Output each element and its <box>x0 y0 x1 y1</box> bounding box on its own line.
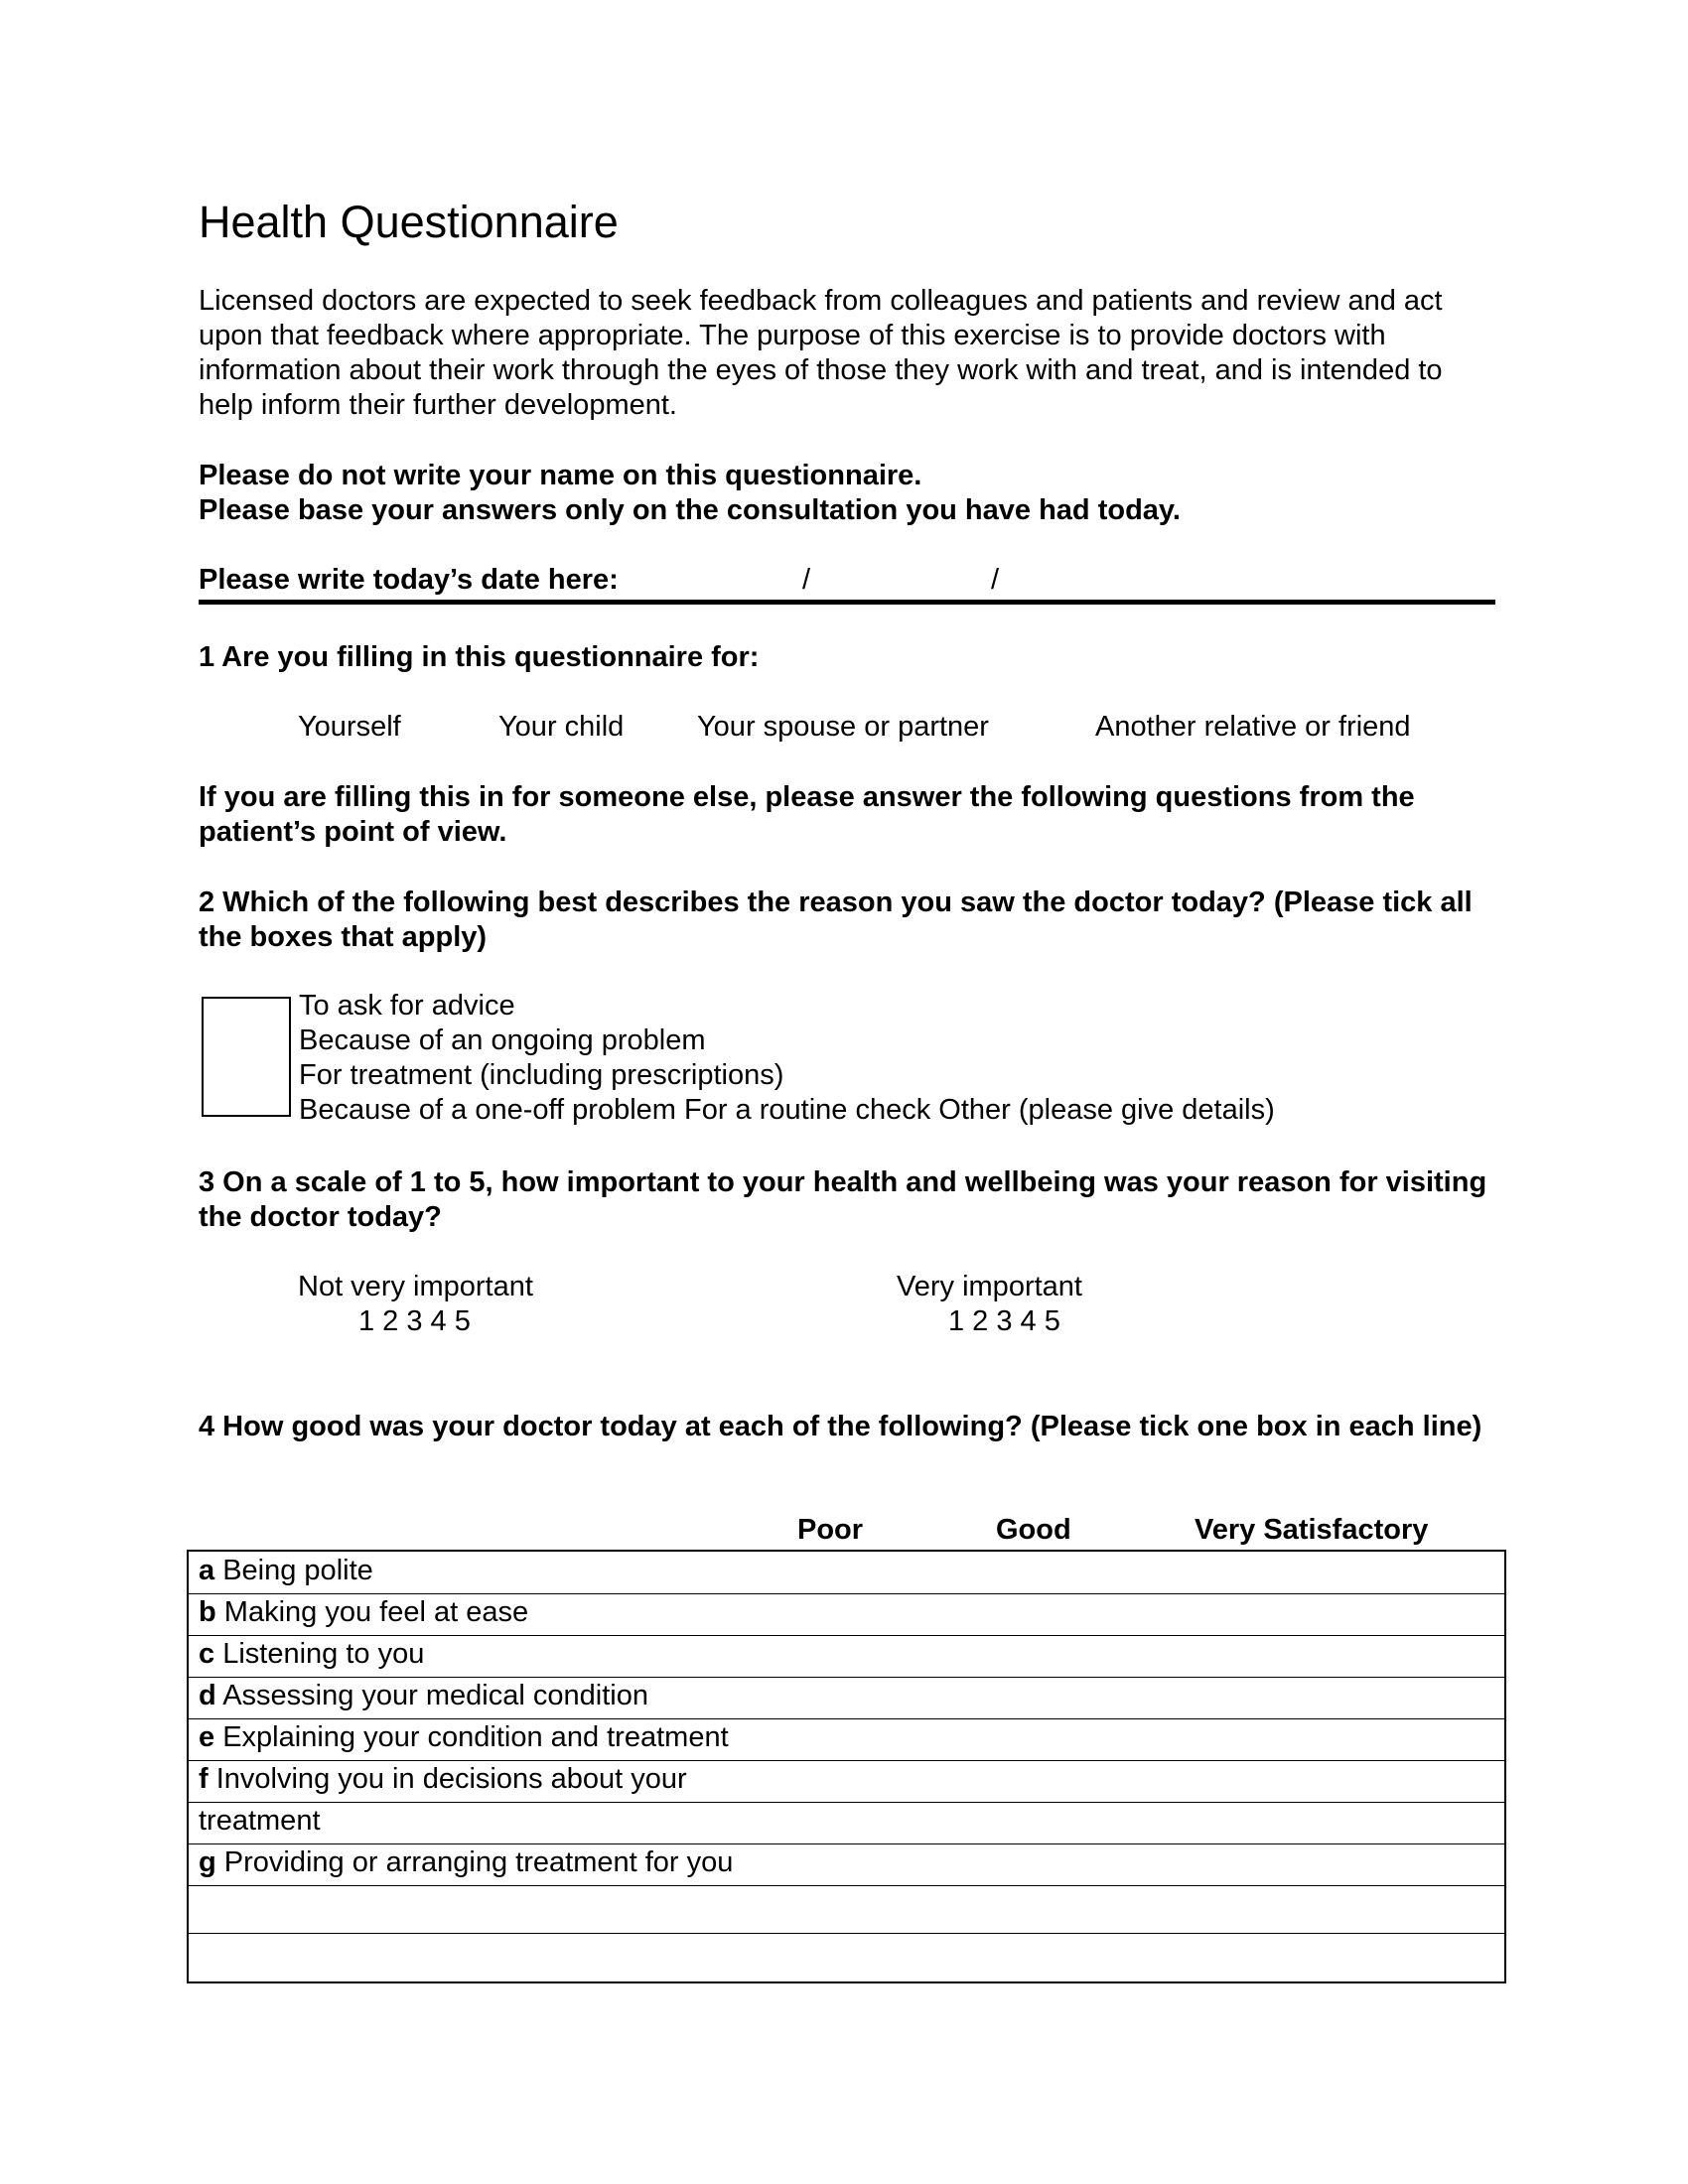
row-label: Listening to you <box>222 1638 425 1670</box>
table-row-divider <box>189 1635 1504 1636</box>
table-row[interactable] <box>199 1845 733 1880</box>
note-base-answers: Please base your answers only on the consultation you have had today. <box>199 494 1181 526</box>
table-row[interactable] <box>199 1554 373 1588</box>
option-one-off-problem: Because of a one-off problem For a routine check Other (please give details) <box>299 1094 1275 1126</box>
column-header-good: Good <box>996 1514 1071 1546</box>
row-label: treatment <box>199 1805 321 1837</box>
question-2: 2 Which of the following best describes the reason you saw the doctor today? (Please tick all the boxes that apply) <box>199 887 1473 953</box>
date-label: Please write today’s date here: <box>199 564 619 596</box>
question-4: 4 How good was your doctor today at each of the following? (Please tick one box in each line) <box>199 1411 1482 1442</box>
table-row-divider <box>189 1843 1504 1844</box>
row-letter: d <box>199 1680 216 1711</box>
row-letter: e <box>199 1721 215 1753</box>
table-row-divider <box>189 1718 1504 1719</box>
question-1: 1 Are you filling in this questionnaire for: <box>199 641 760 673</box>
date-separator: / <box>802 564 811 596</box>
row-letter: g <box>199 1846 216 1878</box>
row-label: Explaining your condition and treatment <box>222 1721 729 1753</box>
option-treatment: For treatment (including prescriptions) <box>299 1059 784 1091</box>
tick-box[interactable] <box>202 997 291 1117</box>
table-row[interactable] <box>199 1595 528 1630</box>
row-label: Being polite <box>222 1555 373 1586</box>
option-yourself[interactable]: Yourself <box>298 711 401 743</box>
scale-right-label: Very important <box>897 1271 1082 1302</box>
question-3: 3 On a scale of 1 to 5, how important to your health and wellbeing was your reason for visiting the doctor today? <box>199 1166 1487 1233</box>
row-label: Making you feel at ease <box>223 1596 529 1628</box>
table-row-divider <box>189 1933 1504 1934</box>
option-ongoing-problem: Because of an ongoing problem <box>299 1024 706 1056</box>
table-row-divider <box>189 1885 1504 1886</box>
row-letter: a <box>199 1555 215 1586</box>
scale-left-numbers[interactable]: 1 2 3 4 5 <box>358 1305 471 1337</box>
page-title: Health Questionnaire <box>199 197 619 247</box>
table-row-divider <box>189 1760 1504 1761</box>
scale-right-numbers[interactable]: 1 2 3 4 5 <box>948 1305 1060 1337</box>
reason-options-list <box>299 989 1275 1128</box>
row-label: Assessing your medical condition <box>222 1680 648 1711</box>
table-row[interactable] <box>199 1762 687 1797</box>
table-row[interactable] <box>199 1637 424 1672</box>
date-separator: / <box>991 564 1000 596</box>
table-row-divider <box>189 1802 1504 1803</box>
row-letter: f <box>199 1763 209 1795</box>
option-advice: To ask for advice <box>299 990 515 1022</box>
option-relative-friend[interactable]: Another relative or friend <box>1095 711 1411 743</box>
intro-paragraph: Licensed doctors are expected to seek feedback from colleagues and patients and review and act upon that feedback where appropriate. The purpose of this exercise is to provide doctors with information about their work through the eyes of those they work with and treat, and is intended to help inform their further development. <box>199 285 1443 421</box>
someone-else-note: If you are filling this in for someone else, please answer the following questions from the patient’s point of view. <box>199 781 1415 848</box>
table-row[interactable] <box>199 1679 648 1713</box>
option-your-child[interactable]: Your child <box>498 711 625 743</box>
column-header-poor: Poor <box>797 1514 864 1546</box>
scale-left-label: Not very important <box>298 1271 533 1302</box>
table-row-divider <box>189 1593 1504 1594</box>
option-spouse-partner[interactable]: Your spouse or partner <box>697 711 989 743</box>
table-row[interactable] <box>199 1720 729 1755</box>
date-underline <box>199 600 1495 605</box>
note-no-name: Please do not write your name on this questionnaire. <box>199 460 922 491</box>
table-row-divider <box>189 1677 1504 1678</box>
column-header-very-satisfactory: Very Satisfactory <box>1195 1514 1429 1546</box>
table-row[interactable] <box>199 1804 321 1839</box>
row-label: Involving you in decisions about your <box>215 1763 687 1795</box>
row-letter: b <box>199 1596 216 1628</box>
row-letter: c <box>199 1638 215 1670</box>
row-label: Providing or arranging treatment for you <box>223 1846 734 1878</box>
